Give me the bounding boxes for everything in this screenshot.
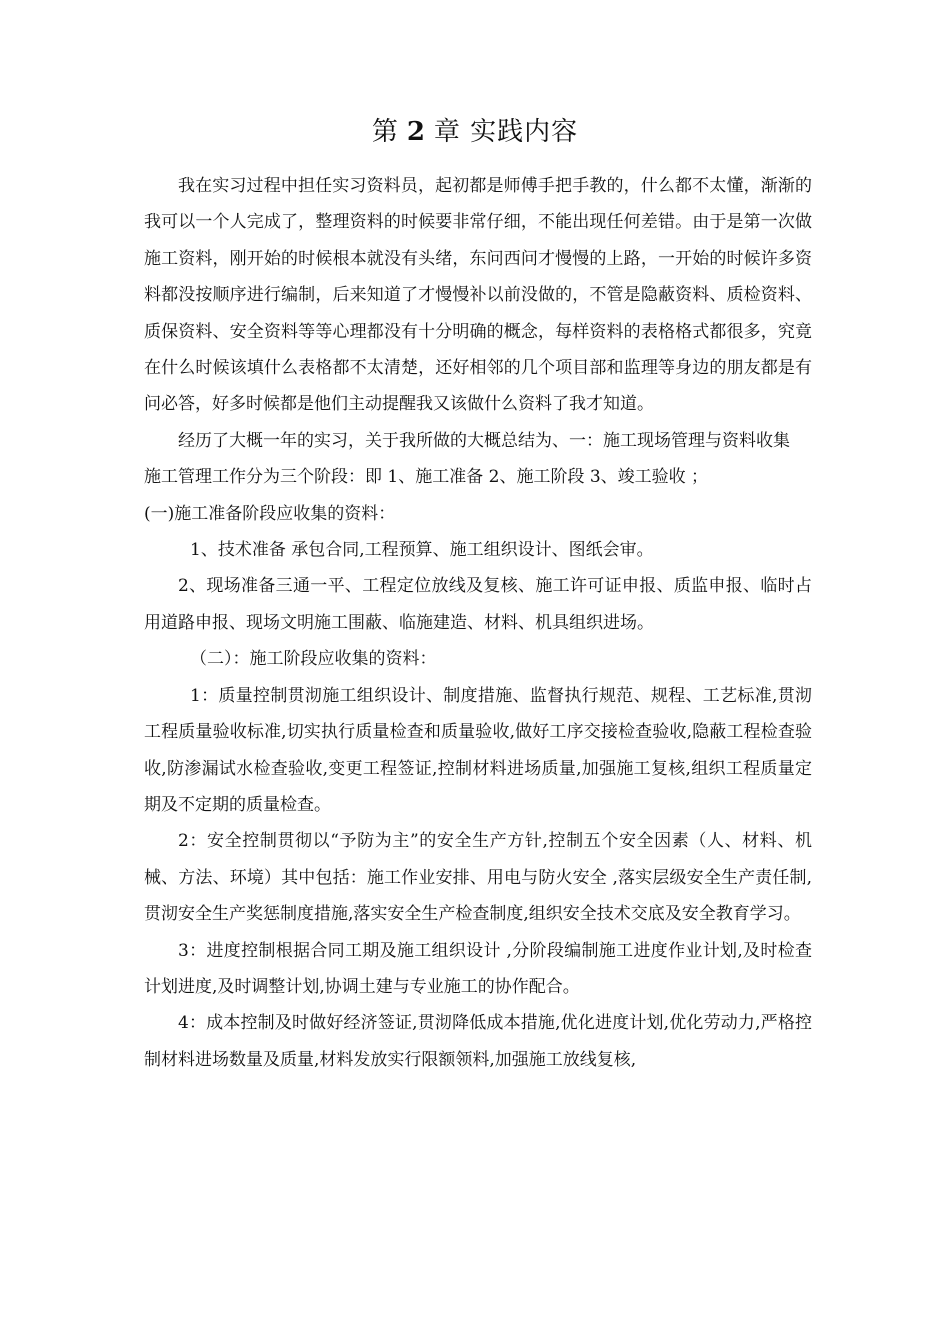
paragraph-three-stages: 施工管理工作分为三个阶段：即 1、施工准备 2、施工阶段 3、竣工验收 ； bbox=[144, 467, 709, 488]
list-item-safety-control: 2：安全控制贯彻以“予防为主”的安全生产方针,控制五个安全因素（人、材料、机械、方法、环境）其中包括：施工作业安排、用电与防火安全 ,落实层级安全生产责任制,贯沏安全生产奖惩制度措施,落实安全生产检查制度,组织安全技术交底及安全教育学习。 bbox=[144, 831, 812, 925]
section-heading-construction: （二）：施工阶段应收集的资料： bbox=[190, 649, 437, 670]
list-item-technical-prep: 1、技术准备 承包合同,工程预算、施工组织设计、图纸会审。 bbox=[190, 540, 654, 561]
chapter-number: 2 bbox=[406, 117, 426, 147]
list-item-schedule-control: 3：进度控制根据合同工期及施工组织设计 ,分阶段编制施工进度作业计划,及时检查计划进度,及时调整计划,协调土建与专业施工的协作配合。 bbox=[144, 940, 812, 997]
document-body bbox=[144, 168, 812, 1078]
chapter-title-prefix: 第 bbox=[371, 117, 399, 147]
section-heading-preparation: (一)施工准备阶段应收集的资料： bbox=[144, 503, 396, 524]
paragraph-summary-intro: 经历了大概一年的实习，关于我所做的大概总结为、一：施工现场管理与资料收集 bbox=[178, 430, 790, 451]
list-item-cost-control: 4：成本控制及时做好经济签证,贯沏降低成本措施,优化进度计划,优化劳动力,严格控制材料进场数量及质量,材料发放实行限额领料,加强施工放线复核, bbox=[144, 1013, 812, 1070]
paragraph-internship-intro: 我在实习过程中担任实习资料员，起初都是师傅手把手教的，什么都不太懂，渐渐的我可以一个人完成了，整理资料的时候要非常仔细，不能出现任何差错。由于是第一次做施工资料，刚开始的时候根本就没有头绪，东问西问才慢慢的上路，一开始的时候许多资料都没按顺序进行编制，后来知道了才慢慢补以前没做的，不管是隐蔽资料、质检资料、质保资料、安全资料等等心理都没有十分明确的概念，每样资料的表格格式都很多，究竟在什么时候该填什么表格都不太清楚，还好相邻的几个项目部和监理等身边的朋友都是有问必答，好多时候都是他们主动提醒我又该做什么资料了我才知道。 bbox=[144, 176, 812, 415]
list-item-site-prep: 2、现场准备三通一平、工程定位放线及复核、施工许可证申报、质监申报、临时占用道路申报、现场文明施工围蔽、临施建造、材料、机具组织进场。 bbox=[144, 576, 812, 633]
chapter-title bbox=[0, 112, 950, 152]
chapter-title-text: 章 实践内容 bbox=[433, 117, 579, 147]
list-item-quality-control: 1：质量控制贯沏施工组织设计、制度措施、监督执行规范、规程、工艺标准,贯沏工程质量验收标准,切实执行质量检查和质量验收,做好工序交接检查验收,隐蔽工程检查验收,防渗漏试水检查验收,变更工程签证,控制材料进场质量,加强施工复核,组织工程质量定期及不定期的质量检查。 bbox=[144, 685, 812, 815]
